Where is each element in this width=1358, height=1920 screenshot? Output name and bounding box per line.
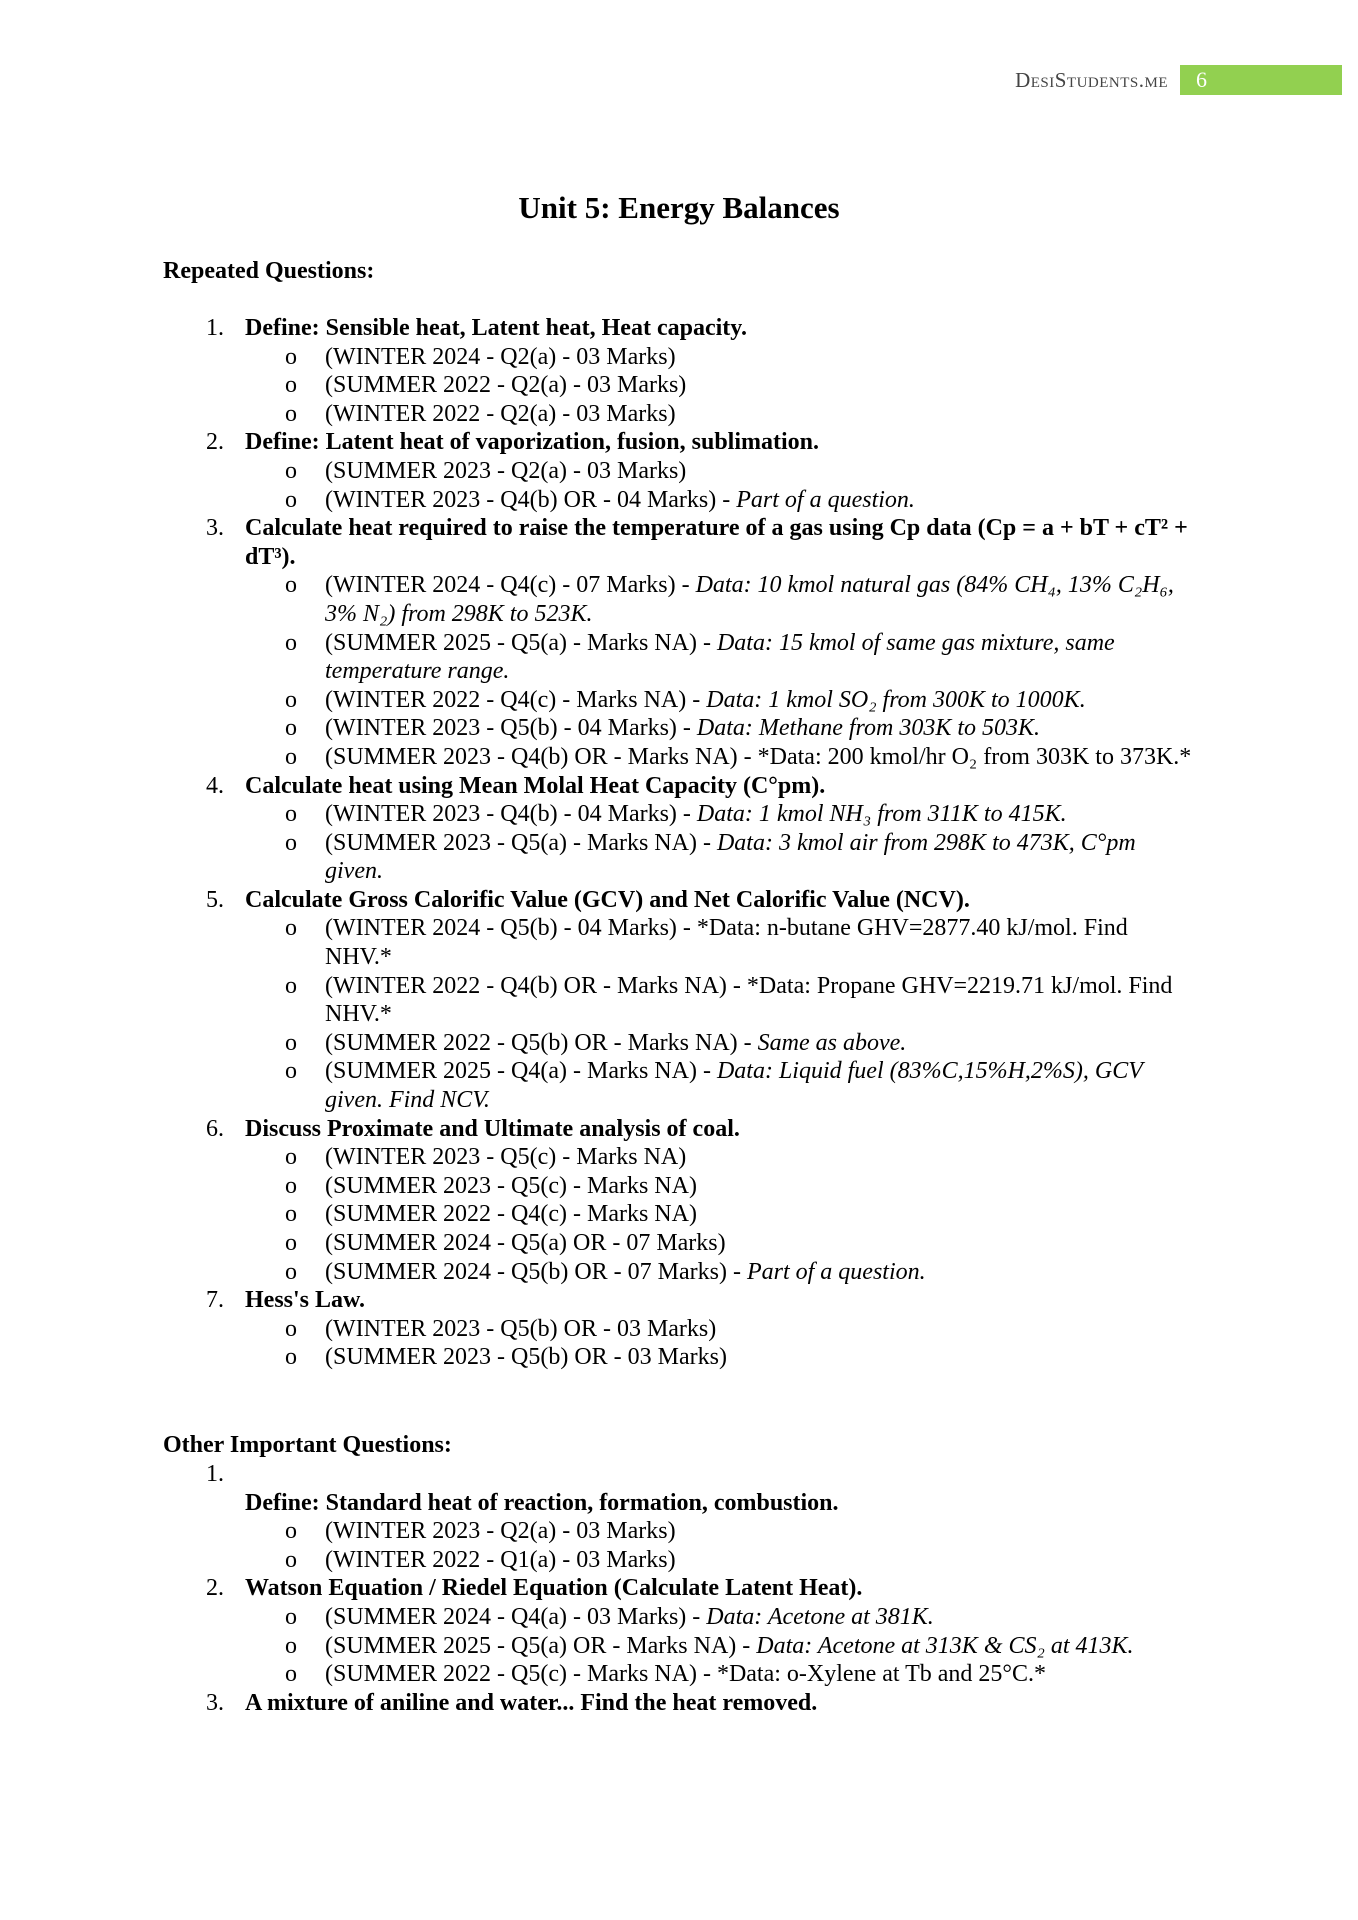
bullet-icon: o xyxy=(285,1258,297,1285)
question-item xyxy=(163,1286,1193,1315)
exam-reference-text: (WINTER 2023 - Q5(b) OR - 03 Marks) xyxy=(325,1315,717,1342)
exam-reference xyxy=(163,914,1193,971)
question-number: 2. xyxy=(206,429,224,456)
question-number: 7. xyxy=(206,1287,224,1314)
question-number: 2. xyxy=(206,1575,224,1602)
exam-reference-text: (WINTER 2023 - Q4(b) OR - 04 Marks) - xyxy=(325,486,737,513)
exam-reference xyxy=(163,1632,1193,1661)
exam-reference-text: (SUMMER 2024 - Q5(b) OR - 07 Marks) - xyxy=(325,1258,747,1285)
question-title: Watson Equation / Riedel Equation (Calculate Latent Heat). xyxy=(245,1575,863,1602)
question-title: Calculate heat using Mean Molal Heat Capacity (C°pm). xyxy=(245,772,826,799)
bullet-icon: o xyxy=(285,372,297,399)
exam-reference-note: Data: 3 kmol air from 298K to 473K, C°pm given. xyxy=(325,829,1136,885)
exam-reference xyxy=(163,1660,1193,1689)
exam-reference xyxy=(163,486,1193,515)
bullet-icon: o xyxy=(285,1546,297,1573)
question-title: Hess's Law. xyxy=(245,1287,366,1314)
exam-reference-text: (SUMMER 2024 - Q5(a) OR - 07 Marks) xyxy=(325,1230,726,1256)
page-header xyxy=(1015,64,1342,96)
exam-reference-text: (WINTER 2022 - Q1(a) - 03 Marks) xyxy=(325,1546,676,1573)
bullet-icon: o xyxy=(285,1029,297,1056)
exam-reference xyxy=(163,800,1193,829)
exam-reference-text: (WINTER 2023 - Q5(c) - Marks NA) xyxy=(325,1144,687,1171)
exam-reference xyxy=(163,629,1193,686)
question-title: Define: Latent heat of vaporization, fusion, sublimation. xyxy=(245,429,820,456)
bullet-icon: o xyxy=(285,1201,297,1228)
bullet-icon: o xyxy=(285,486,297,513)
exam-reference-text: (WINTER 2023 - Q5(b) - 04 Marks) - xyxy=(325,715,697,742)
exam-reference-text: (SUMMER 2025 - Q4(a) - Marks NA) - xyxy=(325,1058,717,1085)
question-item xyxy=(163,772,1193,801)
question-item xyxy=(163,1574,1193,1603)
exam-reference xyxy=(163,714,1193,743)
exam-reference-text: (WINTER 2024 - Q2(a) - 03 Marks) xyxy=(325,343,676,370)
exam-reference xyxy=(163,343,1193,372)
question-title: Define: Standard heat of reaction, formation, combustion. xyxy=(245,1489,839,1516)
question-number: 5. xyxy=(206,886,224,913)
bullet-icon: o xyxy=(285,1632,297,1659)
exam-reference xyxy=(163,400,1193,429)
exam-reference xyxy=(163,571,1193,628)
exam-reference-text: (WINTER 2023 - Q4(b) - 04 Marks) - xyxy=(325,801,697,828)
question-number: 6. xyxy=(206,1115,224,1142)
exam-reference xyxy=(163,1546,1193,1575)
exam-reference-text: (SUMMER 2022 - Q5(c) - Marks NA) - *Data: o-Xylene at Tb and 25°C.* xyxy=(325,1661,1047,1688)
bullet-icon: o xyxy=(285,801,297,828)
other-questions-heading: Other Important Questions: xyxy=(163,1432,452,1458)
bullet-icon: o xyxy=(285,1344,297,1371)
question-item xyxy=(163,514,1193,571)
exam-reference-note: Same as above. xyxy=(757,1029,907,1056)
exam-reference xyxy=(163,1517,1193,1546)
exam-reference-text: (SUMMER 2023 - Q5(a) - Marks NA) - xyxy=(325,829,717,856)
bullet-icon: o xyxy=(285,1058,297,1085)
bullet-icon: o xyxy=(285,400,297,427)
bullet-icon: o xyxy=(285,686,297,713)
bullet-icon: o xyxy=(285,1315,297,1342)
exam-reference-note: Data: Acetone at 313K & CS₂ at 413K. xyxy=(756,1632,1134,1659)
exam-reference-text: (WINTER 2022 - Q4(c) - Marks NA) - xyxy=(325,686,707,713)
exam-reference xyxy=(163,1029,1193,1058)
exam-reference xyxy=(163,1229,1193,1258)
bullet-icon: o xyxy=(285,629,297,656)
exam-reference xyxy=(163,1315,1193,1344)
repeated-questions-heading: Repeated Questions: xyxy=(163,258,375,284)
question-number: 3. xyxy=(206,515,224,542)
repeated-questions-list xyxy=(163,314,1193,1372)
exam-reference xyxy=(163,829,1193,886)
exam-reference-note: Part of a question. xyxy=(746,1258,926,1285)
exam-reference-text: (WINTER 2022 - Q2(a) - 03 Marks) xyxy=(325,400,676,427)
question-title: Calculate heat required to raise the temperature of a gas using Cp data (Cp = a + bT + cT² + dT³). xyxy=(245,515,1188,570)
other-questions-list xyxy=(163,1460,1193,1717)
exam-reference-text: (SUMMER 2025 - Q5(a) OR - Marks NA) - xyxy=(325,1632,757,1659)
exam-reference xyxy=(163,1143,1193,1172)
page-number: 6 xyxy=(1180,65,1342,95)
exam-reference-text: (SUMMER 2022 - Q4(c) - Marks NA) xyxy=(325,1201,697,1228)
bullet-icon: o xyxy=(285,715,297,742)
exam-reference-text: (SUMMER 2024 - Q4(a) - 03 Marks) - xyxy=(325,1603,707,1630)
question-item xyxy=(163,1115,1193,1144)
question-number: 1. xyxy=(206,1461,224,1487)
site-name: DesiStudents.me xyxy=(1015,67,1168,92)
exam-reference xyxy=(163,1343,1193,1372)
question-number: 4. xyxy=(206,772,224,799)
question-title: A mixture of aniline and water... Find the heat removed. xyxy=(245,1689,818,1716)
exam-reference xyxy=(163,457,1193,486)
exam-reference-text: (WINTER 2023 - Q2(a) - 03 Marks) xyxy=(325,1518,676,1545)
question-title: Define: Sensible heat, Latent heat, Heat capacity. xyxy=(245,315,747,341)
exam-reference-note: Data: 15 kmol of same gas mixture, same temperature range. xyxy=(325,629,1115,685)
exam-reference xyxy=(163,1057,1193,1114)
question-title: Calculate Gross Calorific Value (GCV) and Net Calorific Value (NCV). xyxy=(245,886,970,913)
exam-reference-note: Data: 10 kmol natural gas (84% CH₄, 13% C₂H₆, 3% N₂) from 298K to 523K. xyxy=(325,572,1174,627)
bullet-icon: o xyxy=(285,1518,297,1545)
bullet-icon: o xyxy=(285,972,297,999)
exam-reference-note: Data: Acetone at 381K. xyxy=(706,1603,934,1630)
page-title: Unit 5: Energy Balances xyxy=(518,190,840,225)
exam-reference-text: (SUMMER 2025 - Q5(a) - Marks NA) - xyxy=(325,629,717,656)
exam-reference-text: (WINTER 2022 - Q4(b) OR - Marks NA) - *Data: Propane GHV=2219.71 kJ/mol. Find NHV.* xyxy=(325,972,1173,1028)
exam-reference xyxy=(163,743,1193,772)
exam-reference-text: (SUMMER 2022 - Q2(a) - 03 Marks) xyxy=(325,372,687,399)
exam-reference-text: (SUMMER 2022 - Q5(b) OR - Marks NA) - xyxy=(325,1029,758,1056)
exam-reference-text: (WINTER 2024 - Q5(b) - 04 Marks) - *Data: n-butane GHV=2877.40 kJ/mol. Find NHV.* xyxy=(325,915,1128,971)
exam-reference xyxy=(163,686,1193,715)
bullet-icon: o xyxy=(285,829,297,856)
exam-reference xyxy=(163,1258,1193,1287)
question-title: Discuss Proximate and Ultimate analysis of coal. xyxy=(245,1115,740,1142)
bullet-icon: o xyxy=(285,1230,297,1256)
exam-reference-note: Data: Methane from 303K to 503K. xyxy=(696,715,1040,742)
question-number: 1. xyxy=(206,315,224,341)
exam-reference-note: Data: 1 kmol SO₂ from 300K to 1000K. xyxy=(706,686,1086,713)
question-item xyxy=(163,314,1193,343)
bullet-icon: o xyxy=(285,1172,297,1199)
exam-reference xyxy=(163,1172,1193,1201)
bullet-icon: o xyxy=(285,572,297,599)
exam-reference xyxy=(163,972,1193,1029)
exam-reference-note: Data: Liquid fuel (83%C,15%H,2%S), GCV given. Find NCV. xyxy=(325,1058,1143,1114)
question-item xyxy=(163,428,1193,457)
bullet-icon: o xyxy=(285,1144,297,1171)
exam-reference-text: (SUMMER 2023 - Q4(b) OR - Marks NA) - *Data: 200 kmol/hr O₂ from 303K to 373K.* xyxy=(325,743,1192,770)
blank-line xyxy=(245,1460,1193,1489)
exam-reference xyxy=(163,371,1193,400)
bullet-icon: o xyxy=(285,1603,297,1630)
question-item xyxy=(163,886,1193,915)
exam-reference xyxy=(163,1603,1193,1632)
exam-reference-text: (SUMMER 2023 - Q5(b) OR - 03 Marks) xyxy=(325,1344,727,1371)
bullet-icon: o xyxy=(285,343,297,370)
exam-reference-text: (SUMMER 2023 - Q2(a) - 03 Marks) xyxy=(325,457,687,484)
bullet-icon: o xyxy=(285,915,297,942)
exam-reference xyxy=(163,1200,1193,1229)
bullet-icon: o xyxy=(285,743,297,770)
bullet-icon: o xyxy=(285,1661,297,1688)
question-number: 3. xyxy=(206,1689,224,1716)
exam-reference-text: (WINTER 2024 - Q4(c) - 07 Marks) - xyxy=(325,572,696,599)
bullet-icon: o xyxy=(285,457,297,484)
exam-reference-note: Part of a question. xyxy=(736,486,915,513)
question-item xyxy=(163,1460,1193,1517)
exam-reference-note: Data: 1 kmol NH₃ from 311K to 415K. xyxy=(696,801,1067,828)
exam-reference-text: (SUMMER 2023 - Q5(c) - Marks NA) xyxy=(325,1172,697,1199)
question-item xyxy=(163,1689,1193,1718)
